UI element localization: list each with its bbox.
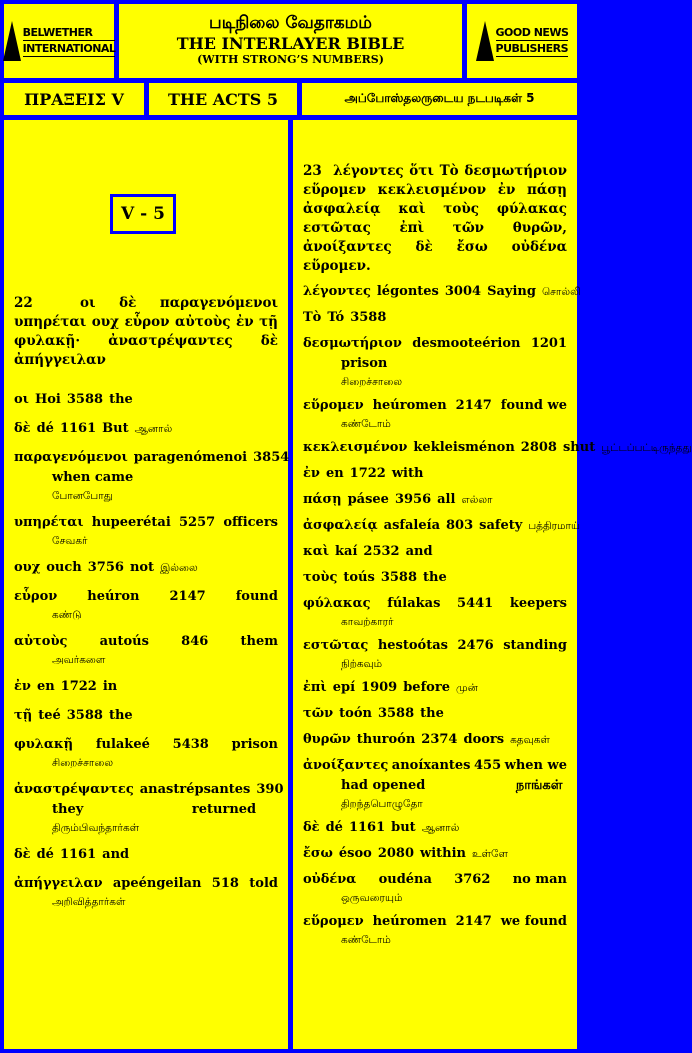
tamil-gloss: உள்ளே	[471, 848, 508, 860]
strongs-number: 518	[211, 876, 239, 891]
strongs-number: 846	[181, 634, 209, 649]
transliteration: ésoo	[338, 846, 372, 861]
verse-text: 23 λέγοντες ὅτι Τὸ δεσμωτήριον εὕρομεν κεκλεισμένον ἐν πάσῃ ἀσφαλείᾳ καὶ τοὺς φύλακας εστῶτας ἐπὶ τῶν θυρῶν, ἀνοίξαντες δὲ ἔσω οὐδένα εὕρομεν.	[303, 163, 567, 274]
greek-word: ἀσφαλείᾳ	[303, 518, 378, 533]
greek-word: τῇ	[14, 708, 33, 723]
tamil-gloss: திரும்பிவந்தார்கள்	[52, 822, 140, 834]
word-entry	[303, 282, 581, 302]
greek-word: οὐδένα	[303, 872, 357, 887]
strongs-number: 3588	[377, 706, 415, 721]
word-entry	[14, 874, 278, 910]
gloss: and	[405, 544, 433, 559]
greek-word: ἀπήγγειλαν	[14, 876, 103, 891]
belwether-logo-text: BELWETHER INTERNATIONAL	[22, 26, 116, 55]
word-entry	[14, 632, 278, 668]
gloss: standing	[503, 638, 567, 653]
greek-word: ἀναστρέψαντες	[14, 782, 134, 797]
transliteration: thuroón	[356, 732, 416, 747]
tab-english: THE ACTS 5	[149, 83, 297, 115]
word-entry	[14, 419, 278, 439]
greek-word: ἐν	[303, 466, 320, 481]
left-column	[4, 120, 288, 1049]
belwether-logo	[4, 4, 114, 78]
word-entry	[14, 587, 278, 623]
gloss-continued: they returned	[52, 802, 257, 817]
transliteration: heúron	[87, 589, 140, 604]
verse-number: 22	[14, 295, 33, 311]
strongs-number: 2476	[457, 638, 494, 653]
transliteration: en	[325, 466, 344, 481]
transliteration: pásee	[347, 492, 389, 507]
strongs-number: 3956	[394, 492, 432, 507]
greek-word: οι	[14, 392, 29, 407]
word-entry	[303, 490, 567, 510]
greek-word: θυρῶν	[303, 732, 351, 747]
greek-word: ἔσω	[303, 846, 333, 861]
greek-word: ἀνοίξαντες	[303, 758, 389, 773]
word-entry	[14, 706, 278, 726]
gloss: within	[420, 846, 466, 861]
strongs-number: 390	[256, 782, 284, 797]
title-subtitle: (WITH STRONG’S NUMBERS)	[197, 53, 384, 66]
transliteration: fulakeé	[95, 737, 150, 752]
greek-word: εὗρον	[14, 589, 58, 604]
transliteration: légontes	[376, 284, 439, 299]
gloss-continued: had opened நாங்கள்	[341, 778, 563, 793]
transliteration: kekleisménon	[413, 440, 515, 455]
word-entry	[303, 516, 580, 536]
word-entry	[303, 818, 567, 838]
tab-tamil: அப்போஸ்தலருடைய நடபடிகள் 5	[302, 83, 577, 115]
gloss-continued: when came	[52, 470, 134, 485]
transliteration: heúromen	[372, 914, 447, 929]
gloss: all	[437, 492, 456, 507]
torch-bearer-icon	[3, 21, 21, 61]
greek-word: καὶ	[303, 544, 330, 559]
greek-word: εὕρομεν	[303, 398, 364, 413]
gloss: found we	[500, 398, 567, 413]
good-news-logo	[467, 4, 577, 78]
word-entry	[14, 780, 284, 836]
strongs-number: 455	[474, 758, 502, 773]
word-entry	[303, 636, 567, 672]
gloss-continued: prison	[341, 356, 388, 371]
greek-word: λέγοντες	[303, 284, 371, 299]
gloss: found	[235, 589, 278, 604]
transliteration: en	[36, 679, 55, 694]
strongs-number: 2147	[169, 589, 206, 604]
transliteration: fúlakas	[387, 596, 441, 611]
transliteration: epí	[332, 680, 356, 695]
strongs-number: 1722	[60, 679, 97, 694]
tamil-gloss: கண்டு	[52, 609, 82, 621]
transliteration: anoíxantes	[391, 758, 471, 773]
greek-word: τοὺς	[303, 570, 338, 585]
gloss: the	[423, 570, 447, 585]
strongs-number: 5257	[178, 515, 216, 530]
transliteration: kaí	[335, 544, 358, 559]
greek-word: δὲ	[303, 820, 320, 835]
transliteration: teé	[38, 708, 61, 723]
gloss: we found	[500, 914, 567, 929]
word-entry	[14, 558, 278, 578]
gloss: But	[102, 421, 129, 436]
greek-word: δεσμωτήριον	[303, 336, 402, 351]
strongs-number: 3854	[253, 450, 290, 465]
strongs-number: 2808	[520, 440, 557, 455]
strongs-number: 1161	[59, 421, 97, 436]
word-entry	[303, 334, 567, 390]
tamil-gloss: போனபோது	[52, 490, 113, 502]
tamil-gloss: ஆனால்	[421, 822, 460, 834]
transliteration: heúromen	[372, 398, 447, 413]
tamil-gloss: சிறைச்சாலை	[52, 757, 114, 769]
strongs-number: 2147	[455, 914, 492, 929]
transliteration: dé	[325, 820, 343, 835]
strongs-number: 2374	[421, 732, 458, 747]
transliteration: apeéngeilan	[112, 876, 202, 891]
strongs-number: 3756	[87, 560, 124, 575]
word-entry	[14, 448, 290, 504]
tamil-gloss: ஒருவரையும்	[341, 892, 403, 904]
gloss: keepers	[509, 596, 567, 611]
gloss: not	[129, 560, 155, 575]
greek-word: ἐπὶ	[303, 680, 327, 695]
transliteration: toón	[339, 706, 372, 721]
tamil-gloss: சொல்லி	[541, 286, 581, 298]
torch-bearer-icon	[476, 21, 494, 61]
page-title	[119, 4, 462, 78]
gloss: them	[240, 634, 278, 649]
verse-text: 22 οι δὲ παραγενόμενοι υπηρέται ουχ εὗρον αὐτοὺς ἐν τῇ φυλακῇ· ἀναστρέψαντες δὲ ἀπήγγειλαν	[14, 295, 278, 368]
word-entry	[14, 390, 278, 410]
strongs-number: 1909	[361, 680, 398, 695]
word-entry	[303, 870, 567, 906]
greek-word: φύλακας	[303, 596, 371, 611]
strongs-number: 3588	[66, 392, 104, 407]
tamil-gloss: எல்லா	[461, 494, 493, 506]
word-entry	[303, 704, 567, 724]
word-list	[14, 390, 290, 919]
tamil-gloss: அறிவித்தார்கள்	[52, 896, 126, 908]
word-entry	[303, 568, 567, 588]
strongs-number: 3588	[350, 310, 387, 325]
tamil-gloss: சேவகர்	[52, 535, 88, 547]
greek-word: παραγενόμενοι	[14, 450, 128, 465]
gloss: safety	[479, 518, 523, 533]
tamil-gloss: திறந்தபொழுதோ	[341, 798, 423, 810]
greek-word: εὕρομεν	[303, 914, 364, 929]
tamil-gloss: நிற்கவும்	[341, 658, 383, 670]
strongs-number: 5438	[172, 737, 209, 752]
word-entry	[14, 677, 278, 697]
word-entry	[14, 513, 278, 549]
gloss: Saying	[487, 284, 536, 299]
strongs-number: 1161	[348, 820, 386, 835]
strongs-number: 5441	[457, 596, 494, 611]
word-entry	[303, 756, 567, 812]
gloss: prison	[231, 737, 278, 752]
gloss: but	[391, 820, 416, 835]
tamil-gloss: இல்லை	[160, 562, 198, 574]
good-news-logo-text: GOOD NEWS PUBLISHERS	[495, 26, 569, 55]
tamil-gloss: பத்திரமாய்	[528, 520, 580, 532]
strongs-number: 1201	[530, 336, 567, 351]
gloss: in	[102, 679, 118, 694]
greek-word: φυλακῇ	[14, 737, 74, 752]
tamil-gloss: கண்டோம்	[341, 418, 391, 430]
strongs-number: 3004	[444, 284, 482, 299]
transliteration: hupeerétai	[91, 515, 171, 530]
right-column	[293, 120, 692, 1049]
gloss: the	[109, 392, 133, 407]
strongs-number: 3588	[66, 708, 103, 723]
gloss: and	[102, 847, 130, 862]
transliteration: Tó	[327, 310, 345, 325]
tamil-gloss: கதவுகள்	[510, 734, 550, 746]
verse-number: 23	[303, 163, 322, 179]
transliteration: anastrépsantes	[139, 782, 251, 797]
word-entry	[303, 844, 567, 864]
transliteration: autoús	[99, 634, 149, 649]
word-entry	[14, 735, 278, 771]
strongs-number: 1161	[59, 847, 97, 862]
greek-word: Τὸ	[303, 310, 322, 325]
transliteration: desmooteérion	[412, 336, 521, 351]
tamil-gloss: ஆனால்	[134, 423, 173, 435]
title-english: THE INTERLAYER BIBLE	[176, 34, 405, 53]
transliteration: Hoi	[34, 392, 61, 407]
tamil-gloss: சிறைச்சாலை	[341, 376, 403, 388]
tab-greek: ΠΡΑΞΕΙΣ V	[4, 83, 144, 115]
word-entry	[303, 912, 567, 948]
greek-word: δὲ	[14, 421, 31, 436]
transliteration: oudéna	[378, 872, 432, 887]
greek-word: κεκλεισμένον	[303, 440, 408, 455]
strongs-number: 1722	[349, 466, 386, 481]
gloss: officers	[223, 515, 278, 530]
greek-word: δὲ	[14, 847, 31, 862]
strongs-number: 803	[446, 518, 474, 533]
gloss: told	[249, 876, 278, 891]
gloss: the	[108, 708, 133, 723]
greek-word: υπηρέται	[14, 515, 84, 530]
transliteration: asfaleía	[383, 518, 441, 533]
greek-word: εστῶτας	[303, 638, 369, 653]
strongs-number: 3588	[380, 570, 417, 585]
strongs-number: 2080	[377, 846, 414, 861]
word-entry	[303, 730, 567, 750]
tamil-gloss: காவற்காரர்	[341, 616, 394, 628]
word-entry	[303, 396, 567, 432]
strongs-number: 2147	[455, 398, 492, 413]
transliteration: toús	[343, 570, 375, 585]
tamil-gloss: கண்டோம்	[341, 934, 391, 946]
word-entry	[303, 594, 567, 630]
word-entry	[303, 464, 567, 484]
transliteration: ouch	[46, 560, 82, 575]
tamil-gloss: பூட்டப்பட்டிருந்தது	[601, 442, 692, 454]
word-entry	[303, 438, 692, 458]
word-entry	[303, 542, 567, 562]
gloss: before	[403, 680, 450, 695]
transliteration: hestoótas	[377, 638, 448, 653]
gloss: when we	[504, 758, 567, 773]
word-list	[303, 282, 692, 954]
greek-word: ουχ	[14, 560, 41, 575]
strongs-number: 2532	[363, 544, 400, 559]
gloss: shut	[562, 440, 596, 455]
greek-word: αὐτοὺς	[14, 634, 68, 649]
word-entry	[14, 845, 278, 865]
gloss: no man	[512, 872, 567, 887]
transliteration: paragenómenoi	[133, 450, 248, 465]
transliteration: dé	[36, 421, 54, 436]
greek-word: τῶν	[303, 706, 334, 721]
tamil-gloss: முன்	[455, 682, 478, 694]
strongs-number: 3762	[454, 872, 491, 887]
gloss: with	[391, 466, 424, 481]
gloss: the	[420, 706, 444, 721]
gloss: doors	[463, 732, 505, 747]
word-entry	[303, 678, 567, 698]
greek-word: ἐν	[14, 679, 31, 694]
word-entry	[303, 308, 567, 328]
verse-label: V - 5	[110, 194, 176, 234]
tamil-gloss: அவர்களை	[52, 654, 106, 666]
title-tamil: படிநிலை வேதாகமம்	[209, 13, 372, 33]
transliteration: dé	[36, 847, 54, 862]
greek-word: πάσῃ	[303, 492, 342, 507]
